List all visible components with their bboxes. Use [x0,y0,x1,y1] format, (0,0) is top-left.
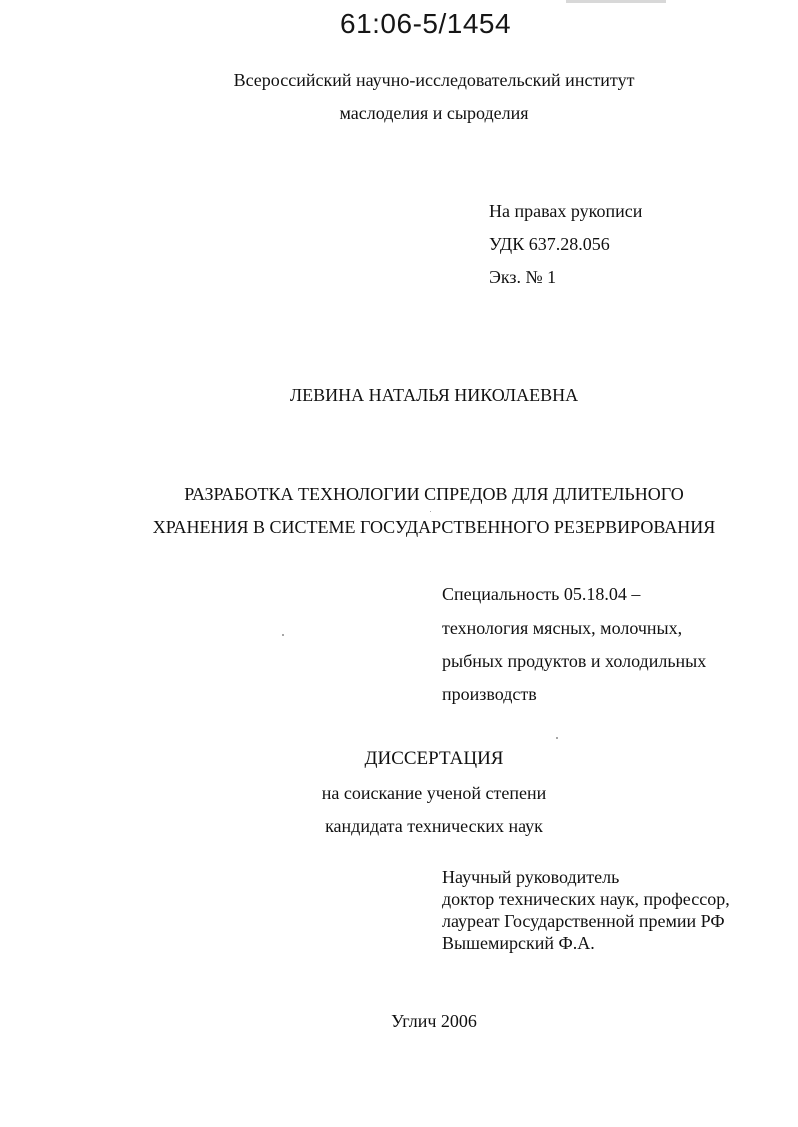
degree-line2: кандидата технических наук [325,816,543,836]
supervisor-label: Научный руководитель [442,867,620,887]
copy-number: Экз. № 1 [489,267,557,287]
institute-name-line2: маслоделия и сыроделия [339,103,529,123]
specialty-line1: Специальность 05.18.04 – [442,584,641,604]
dissertation-title-line2: ХРАНЕНИЯ В СИСТЕМЕ ГОСУДАРСТВЕННОГО РЕЗЕРВИРОВАНИЯ [152,517,716,537]
manuscript-rights: На правах рукописи [489,201,643,221]
city-year: Углич 2006 [391,1011,477,1031]
supervisor-name: Вышемирский Ф.А. [442,933,595,953]
scan-mark [566,0,666,3]
institute-name-line1: Всероссийский научно-исследовательский институт [233,70,635,90]
scan-speck [282,634,284,636]
scan-speck [556,737,558,739]
specialty-line2: технология мясных, молочных, [442,618,683,638]
udk-code: УДК 637.28.056 [489,234,610,254]
specialty-line3: рыбных продуктов и холодильных [442,651,707,671]
scan-speck [430,511,431,512]
supervisor-degree: доктор технических наук, профессор, [442,889,730,909]
dissertation-title-line1: РАЗРАБОТКА ТЕХНОЛОГИИ СПРЕДОВ ДЛЯ ДЛИТЕЛЬНОГО [184,484,684,504]
degree-line1: на соискание ученой степени [321,783,547,803]
supervisor-award: лауреат Государственной премии РФ [442,911,725,931]
author-name: ЛЕВИНА НАТАЛЬЯ НИКОЛАЕВНА [289,385,579,405]
archive-stamp-number: 61:06-5/1454 [340,8,512,39]
specialty-line4: производств [442,684,537,704]
dissertation-heading: ДИССЕРТАЦИЯ [364,748,504,769]
